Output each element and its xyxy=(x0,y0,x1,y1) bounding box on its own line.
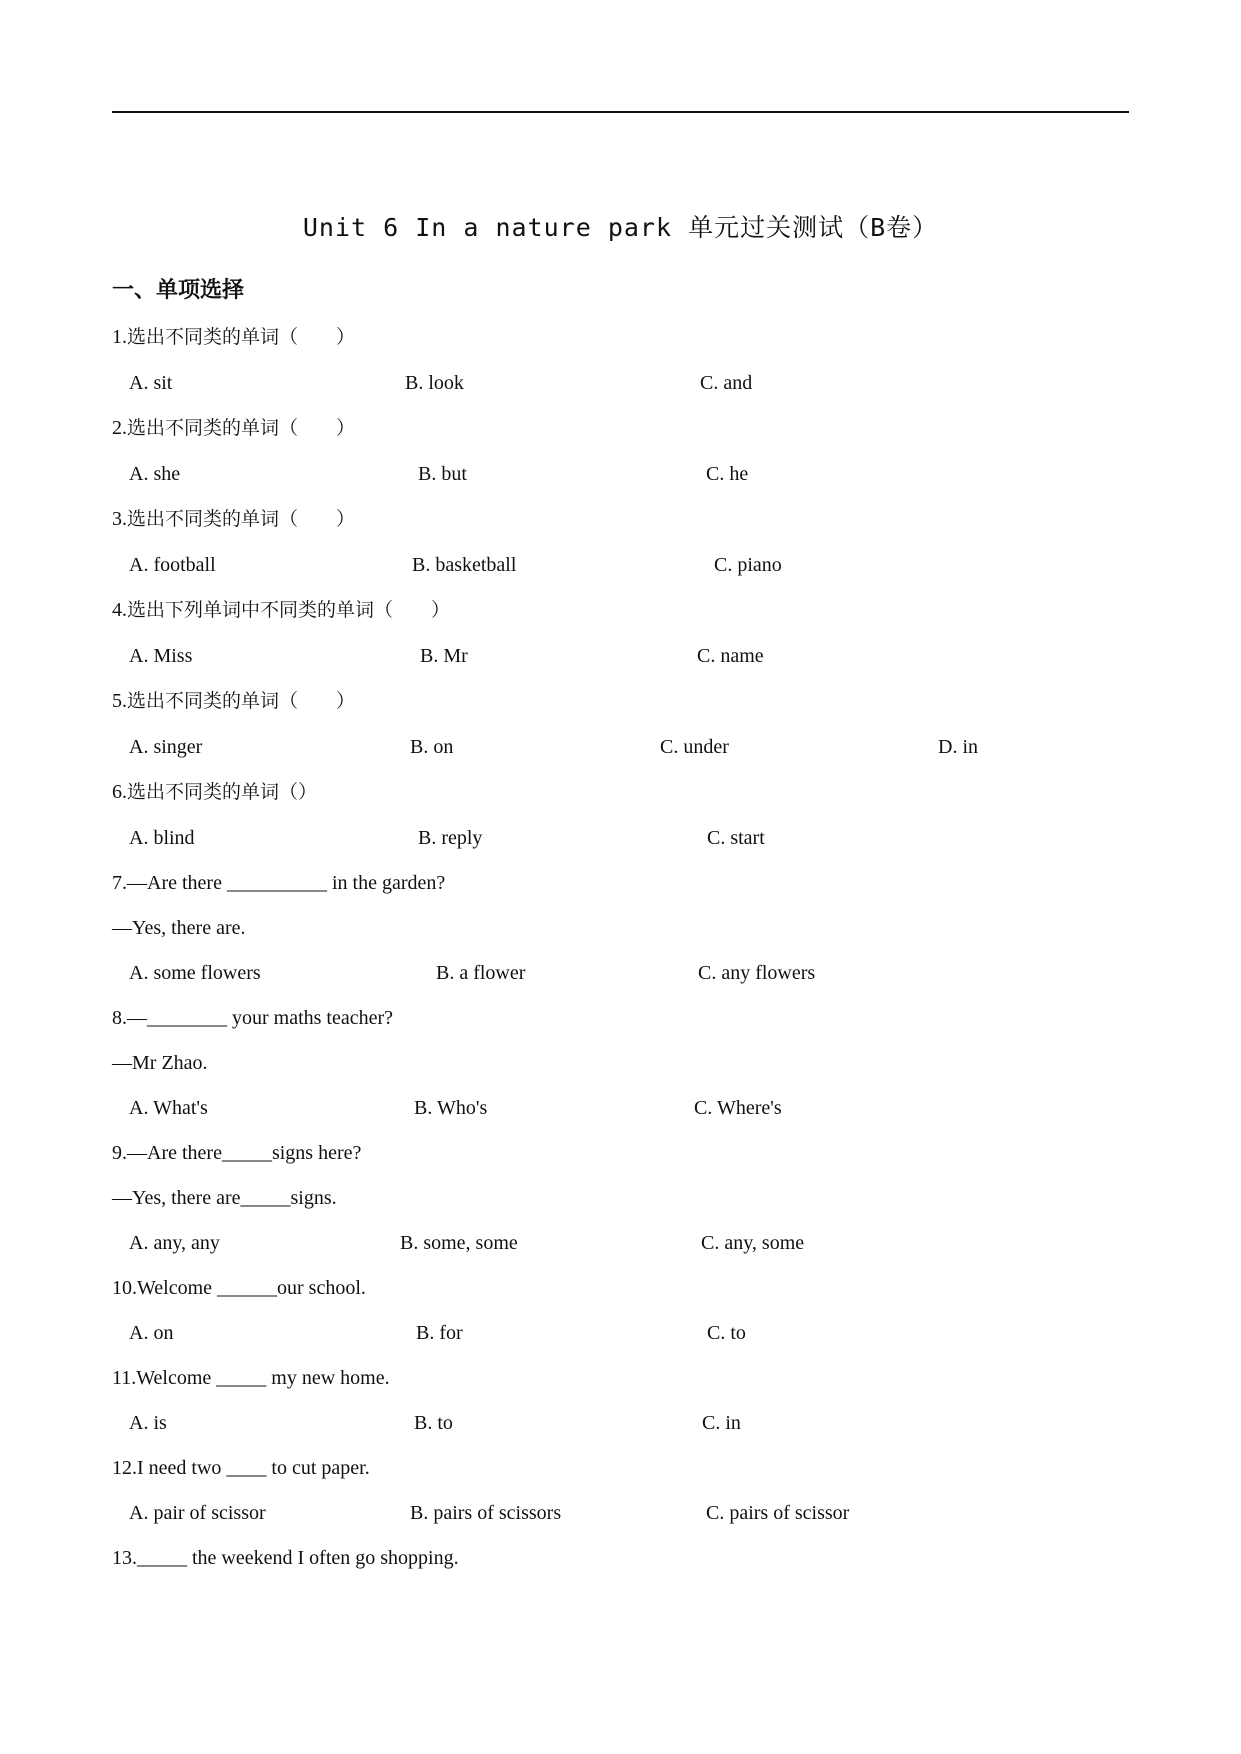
question-11: 11.Welcome _____ my new home. xyxy=(112,1367,390,1389)
question-3 xyxy=(112,504,355,534)
question-text: 选出不同类的单词（ ） xyxy=(127,508,356,530)
option-a[interactable]: A. some flowers xyxy=(129,962,261,984)
question-10: 10.Welcome ______our school. xyxy=(112,1277,366,1299)
option-b[interactable]: B. Who's xyxy=(414,1097,488,1119)
question-text: 选出不同类的单词（ ） xyxy=(127,417,356,439)
option-c[interactable]: C. under xyxy=(660,736,729,758)
option-b[interactable]: B. Mr xyxy=(420,645,468,667)
option-c[interactable]: C. pairs of scissor xyxy=(706,1502,850,1524)
option-b[interactable]: B. but xyxy=(418,463,467,485)
option-c[interactable]: C. any flowers xyxy=(698,962,816,984)
option-b[interactable]: B. a flower xyxy=(436,962,526,984)
question-number: 1. xyxy=(112,326,127,348)
question-text: 选出不同类的单词（ ） xyxy=(127,326,356,348)
question-2 xyxy=(112,413,355,443)
option-a[interactable]: A. sit xyxy=(129,372,173,394)
question-number: 6. xyxy=(112,781,127,803)
option-c[interactable]: C. start xyxy=(707,827,765,849)
option-a[interactable]: A. What's xyxy=(129,1097,208,1119)
option-b[interactable]: B. reply xyxy=(418,827,483,849)
page-title: Unit 6 In a nature park 单元过关测试（B卷） xyxy=(302,213,939,242)
option-a[interactable]: A. singer xyxy=(129,736,203,758)
question-7: 7.—Are there __________ in the garden? xyxy=(112,872,446,894)
question-6 xyxy=(112,777,317,807)
option-a[interactable]: A. she xyxy=(129,463,181,485)
question-12: 12.I need two ____ to cut paper. xyxy=(112,1457,370,1479)
question-number: 5. xyxy=(112,690,127,712)
option-d[interactable]: D. in xyxy=(938,736,978,758)
question-9-answer-line: —Yes, there are_____signs. xyxy=(112,1187,337,1209)
question-8-answer-line: —Mr Zhao. xyxy=(112,1052,208,1074)
question-number: 4. xyxy=(112,599,127,621)
question-13: 13._____ the weekend I often go shopping. xyxy=(112,1547,459,1569)
option-b[interactable]: B. look xyxy=(405,372,464,394)
header-rule xyxy=(112,111,1129,113)
option-b[interactable]: B. some, some xyxy=(400,1232,518,1254)
option-b[interactable]: B. basketball xyxy=(412,554,517,576)
question-4 xyxy=(112,595,450,625)
question-5 xyxy=(112,686,355,716)
option-c[interactable]: C. any, some xyxy=(701,1232,805,1254)
question-text: 选出不同类的单词（ ） xyxy=(127,690,356,712)
option-c[interactable]: C. in xyxy=(702,1412,741,1434)
option-c[interactable]: C. and xyxy=(700,372,753,394)
option-b[interactable]: B. to xyxy=(414,1412,453,1434)
question-text: 选出下列单词中不同类的单词（ ） xyxy=(127,599,451,621)
question-9: 9.—Are there_____signs here? xyxy=(112,1142,362,1164)
option-c[interactable]: C. name xyxy=(697,645,764,667)
option-a[interactable]: A. is xyxy=(129,1412,167,1434)
option-a[interactable]: A. on xyxy=(129,1322,174,1344)
question-8: 8.—________ your maths teacher? xyxy=(112,1007,394,1029)
option-c[interactable]: C. piano xyxy=(714,554,782,576)
option-a[interactable]: A. Miss xyxy=(129,645,193,667)
question-text: 选出不同类的单词（） xyxy=(127,781,318,803)
question-7-answer-line: —Yes, there are. xyxy=(112,917,246,939)
option-b[interactable]: B. for xyxy=(416,1322,463,1344)
option-c[interactable]: C. Where's xyxy=(694,1097,782,1119)
option-c[interactable]: C. he xyxy=(706,463,749,485)
question-number: 3. xyxy=(112,508,127,530)
section-heading: 一、单项选择 xyxy=(112,278,245,303)
option-c[interactable]: C. to xyxy=(707,1322,746,1344)
option-a[interactable]: A. blind xyxy=(129,827,195,849)
option-a[interactable]: A. any, any xyxy=(129,1232,220,1254)
option-b[interactable]: B. pairs of scissors xyxy=(410,1502,562,1524)
question-number: 2. xyxy=(112,417,127,439)
option-b[interactable]: B. on xyxy=(410,736,454,758)
option-a[interactable]: A. football xyxy=(129,554,216,576)
option-a[interactable]: A. pair of scissor xyxy=(129,1502,266,1524)
question-1 xyxy=(112,322,355,352)
